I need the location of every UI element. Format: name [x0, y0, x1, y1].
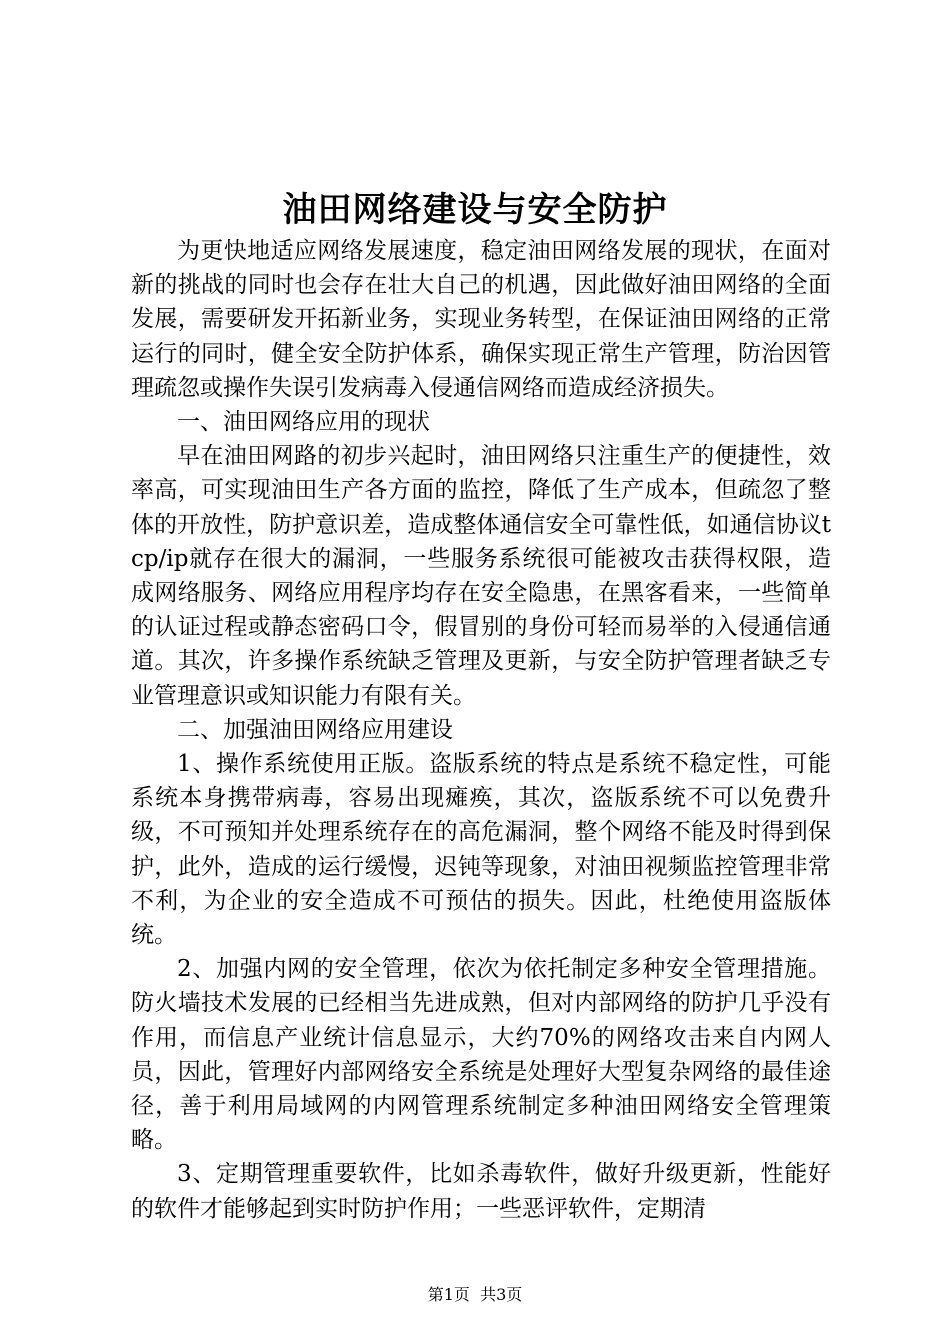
document-body	[131, 234, 831, 1226]
paragraph-item-1: 1、操作系统使用正版。盗版系统的特点是系统不稳定性，可能系统本身携带病毒，容易出现瘫痪，其次，盗版系统不可以免费升级，不可预知并处理系统存在的高危漏洞，整个网络不能及时得到保护，此外，造成的运行缓慢，迟钝等现象，对油田视频监控管理非常不利，为企业的安全造成不可预估的损失。因此，杜绝使用盗版体统。	[131, 751, 831, 949]
paragraph-item-3: 3、定期管理重要软件，比如杀毒软件，做好升级更新，性能好的软件才能够起到实时防护作用；一些恶评软件，定期清	[131, 1161, 831, 1222]
section-heading-2: 二、加强油田网络应用建设	[177, 716, 453, 743]
section-heading-1: 一、油田网络应用的现状	[177, 409, 430, 436]
paragraph-status: 早在油田网路的初步兴起时，油田网络只注重生产的便捷性，效率高，可实现油田生产各方面的监控，降低了生产成本，但疏忽了整体的开放性，防护意识差，造成整体通信安全可靠性低，如通信协议tcp/ip就存在很大的漏洞，一些服务系统很可能被攻击获得权限，造成网络服务、网络应用程序均存在安全隐患，在黑客看来，一些简单的认证过程或静态密码口令，假冒别的身份可轻而易举的入侵通信通道。其次，许多操作系统缺乏管理及更新，与安全防护管理者缺乏专业管理意识或知识能力有限有关。	[131, 443, 831, 709]
page-number-footer: 第1页 共3页	[427, 1285, 523, 1304]
paragraph-intro: 为更快地适应网络发展速度，稳定油田网络发展的现状，在面对新的挑战的同时也会存在壮大自己的机遇，因此做好油田网络的全面发展，需要研发开拓新业务，实现业务转型，在保证油田网络的正常运行的同时，健全安全防护体系，确保实现正常生产管理，防治因管理疏忽或操作失误引发病毒入侵通信网络而造成经济损失。	[131, 238, 831, 401]
paragraph-item-2: 2、加强内网的安全管理，依次为依托制定多种安全管理措施。防火墙技术发展的已经相当先进成熟，但对内部网络的防护几乎没有作用，而信息产业统计信息显示，大约70%的网络攻击来自内网人员，因此，管理好内部网络安全系统是处理好大型复杂网络的最佳途径，善于利用局域网的内网管理系统制定多种油田网络安全管理策略。	[131, 956, 831, 1154]
document-title: 油田网络建设与安全防护	[282, 190, 668, 230]
